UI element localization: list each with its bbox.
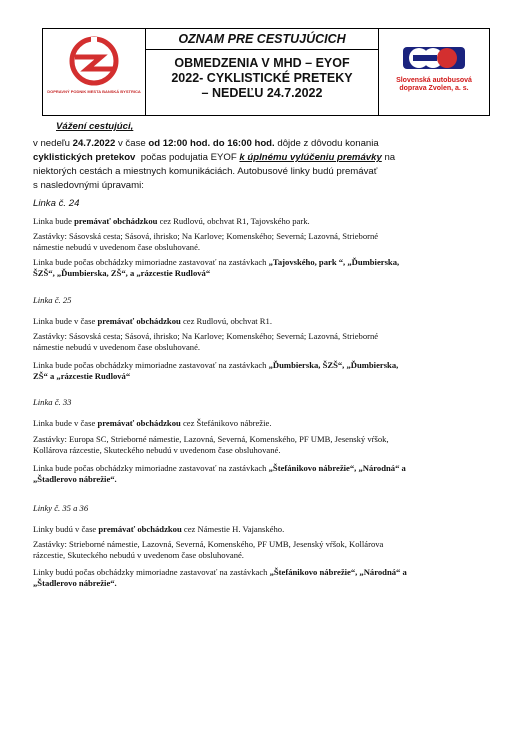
detour-text: cez Rudlovú, obchvat R1. bbox=[182, 316, 272, 326]
notice-header bbox=[42, 28, 490, 116]
detour-bold: premávať obchádzkou bbox=[97, 316, 181, 326]
intro-text: s nasledovnými úpravami: bbox=[33, 180, 144, 191]
intro-time: od 12:00 hod. do 16:00 hod. bbox=[148, 138, 275, 149]
extra-bold: „Ďumbierska, ŠZŠ“, „Ďumbierska, bbox=[268, 360, 399, 370]
detour-bold: premávať obchádzkou bbox=[74, 216, 158, 226]
sad-zvolen-logo bbox=[379, 29, 489, 115]
extra-bold: ŠZŠ“, „Ďumbierska, ZŠ“, a „rázcestie Rudlová“ bbox=[33, 268, 211, 278]
intro-text: dôjde z dôvodu konania bbox=[277, 138, 379, 149]
extra-bold: „Štadlerovo nábrežie“. bbox=[33, 474, 117, 484]
stops-line: rázcestie, Skuteckého nebudú v uvedenom čase obsluhované. bbox=[33, 550, 244, 560]
stops-line: Kollárova rázcestie, Skuteckého nebudú v uvedenom čase obsluhované. bbox=[33, 445, 281, 455]
detour-bold: premávať obchádzkou bbox=[98, 524, 182, 534]
section-stops bbox=[33, 434, 496, 456]
sad-logo-caption bbox=[381, 77, 487, 93]
section-detour bbox=[33, 216, 496, 227]
intro-text: v čase bbox=[117, 138, 146, 149]
stops-line: Zastávky: Sásovská cesta; Sásová, ihrisko; Na Karlove; Komenského; Severná; Lazovná, Strieborné bbox=[33, 231, 379, 241]
intro-text: niektorých cestách a miestnych komunikáciách. Autobusové linky budú premávať bbox=[33, 166, 378, 177]
section-heading: Linka č. 25 bbox=[33, 295, 72, 305]
stops-line: Zastávky: Strieborné námestie, Lazovná, Severná, Komenského, PF UMB, Jesenský vŕšok, Kollárova bbox=[33, 539, 384, 549]
section-heading: Linka č. 33 bbox=[33, 397, 72, 407]
salutation: Vážení cestujúci, bbox=[56, 121, 134, 132]
detour-text: cez Námestie H. Vajanského. bbox=[183, 524, 285, 534]
detour-text: Linka bude bbox=[33, 216, 72, 226]
extra-bold: „Štefánikovo nábrežie“, „Národná“ a bbox=[269, 567, 407, 577]
stops-line: námestie nebudú v uvedenom čase obsluhované. bbox=[33, 342, 201, 352]
section-detour bbox=[33, 316, 496, 327]
extra-bold: ZŠ“ a „rázcestie Rudlová“ bbox=[33, 371, 131, 381]
section-extra-stops bbox=[33, 567, 496, 589]
extra-text: Linky budú počas obchádzky mimoriadne zastavovať na zastávkach bbox=[33, 567, 268, 577]
intro-text: na bbox=[384, 152, 396, 163]
intro-text: počas podujatia EYOF bbox=[140, 152, 237, 163]
section-extra-stops bbox=[33, 257, 496, 279]
stops-line: Zastávky: Sásovská cesta; Sásová, ihrisko; Na Karlove; Komenského; Severná; Lazovná, Strieborné bbox=[33, 331, 379, 341]
dpmbb-logo-caption: DOPRAVNÝ PODNIK MESTA BANSKÁ BYSTRICA bbox=[47, 89, 141, 94]
detour-text: Linky budú v čase bbox=[33, 524, 97, 534]
intro-text: v nedeľu bbox=[33, 138, 70, 149]
extra-text: Linka bude počas obchádzky mimoriadne zastavovať na zastávkach bbox=[33, 463, 267, 473]
subtitle-line-2: 2022- CYKLISTICKÉ PRETEKY bbox=[171, 71, 353, 85]
extra-text: Linka bude počas obchádzky mimoriadne zastavovať na zastávkach bbox=[33, 257, 267, 267]
detour-text: cez Rudlovú, obchvat R1, Tajovského park. bbox=[159, 216, 310, 226]
detour-text: cez Štefánikovo nábrežie. bbox=[182, 418, 272, 428]
notice-title: OZNAM PRE CESTUJÚCICH bbox=[146, 29, 378, 50]
subtitle-line-1: OBMEDZENIA V MHD – EYOF bbox=[174, 56, 350, 70]
section-heading: Linka č. 24 bbox=[33, 198, 80, 209]
section-heading: Linky č. 35 a 36 bbox=[33, 503, 89, 513]
dpmbb-logo-icon bbox=[61, 35, 127, 87]
section-extra-stops bbox=[33, 360, 496, 382]
intro-date: 24.7.2022 bbox=[72, 138, 116, 149]
subtitle-line-3: – NEDEĽU 24.7.2022 bbox=[201, 86, 323, 100]
section-extra-stops bbox=[33, 463, 496, 485]
section-stops bbox=[33, 331, 496, 353]
notice-subtitle bbox=[146, 50, 378, 115]
intro-paragraph bbox=[33, 137, 496, 193]
extra-text: Linka bude počas obchádzky mimoriadne zastavovať na zastávkach bbox=[33, 360, 267, 370]
section-detour bbox=[33, 418, 496, 429]
sad-caption-line-2: doprava Zvolen, a. s. bbox=[399, 85, 469, 92]
detour-text: Linka bude v čase bbox=[33, 418, 96, 428]
section-stops bbox=[33, 539, 496, 561]
intro-restriction: k úplnému vylúčeniu premávky bbox=[239, 152, 382, 163]
stops-line: námestie nebudú v uvedenom čase obsluhované. bbox=[33, 242, 201, 252]
detour-text: Linka bude v čase bbox=[33, 316, 96, 326]
sad-logo-icon bbox=[401, 43, 467, 73]
extra-bold: „Štefánikovo nábrežie“, „Národná“ a bbox=[268, 463, 406, 473]
detour-bold: premávať obchádzkou bbox=[97, 418, 181, 428]
extra-bold: „Štadlerovo nábrežie“. bbox=[33, 578, 117, 588]
extra-bold: „Tajovského, park “, „Ďumbierska, bbox=[268, 257, 400, 267]
sad-caption-line-1: Slovenská autobusová bbox=[396, 77, 472, 84]
intro-event: cyklistických pretekov bbox=[33, 152, 136, 163]
dpmbb-logo bbox=[43, 29, 146, 115]
header-titles bbox=[146, 29, 379, 115]
stops-line: Zastávky: Europa SC, Strieborné námestie, Lazovná, Severná, Komenského, PF UMB, Jesenský vŕšok, bbox=[33, 434, 389, 444]
section-detour bbox=[33, 524, 496, 535]
section-stops bbox=[33, 231, 496, 253]
